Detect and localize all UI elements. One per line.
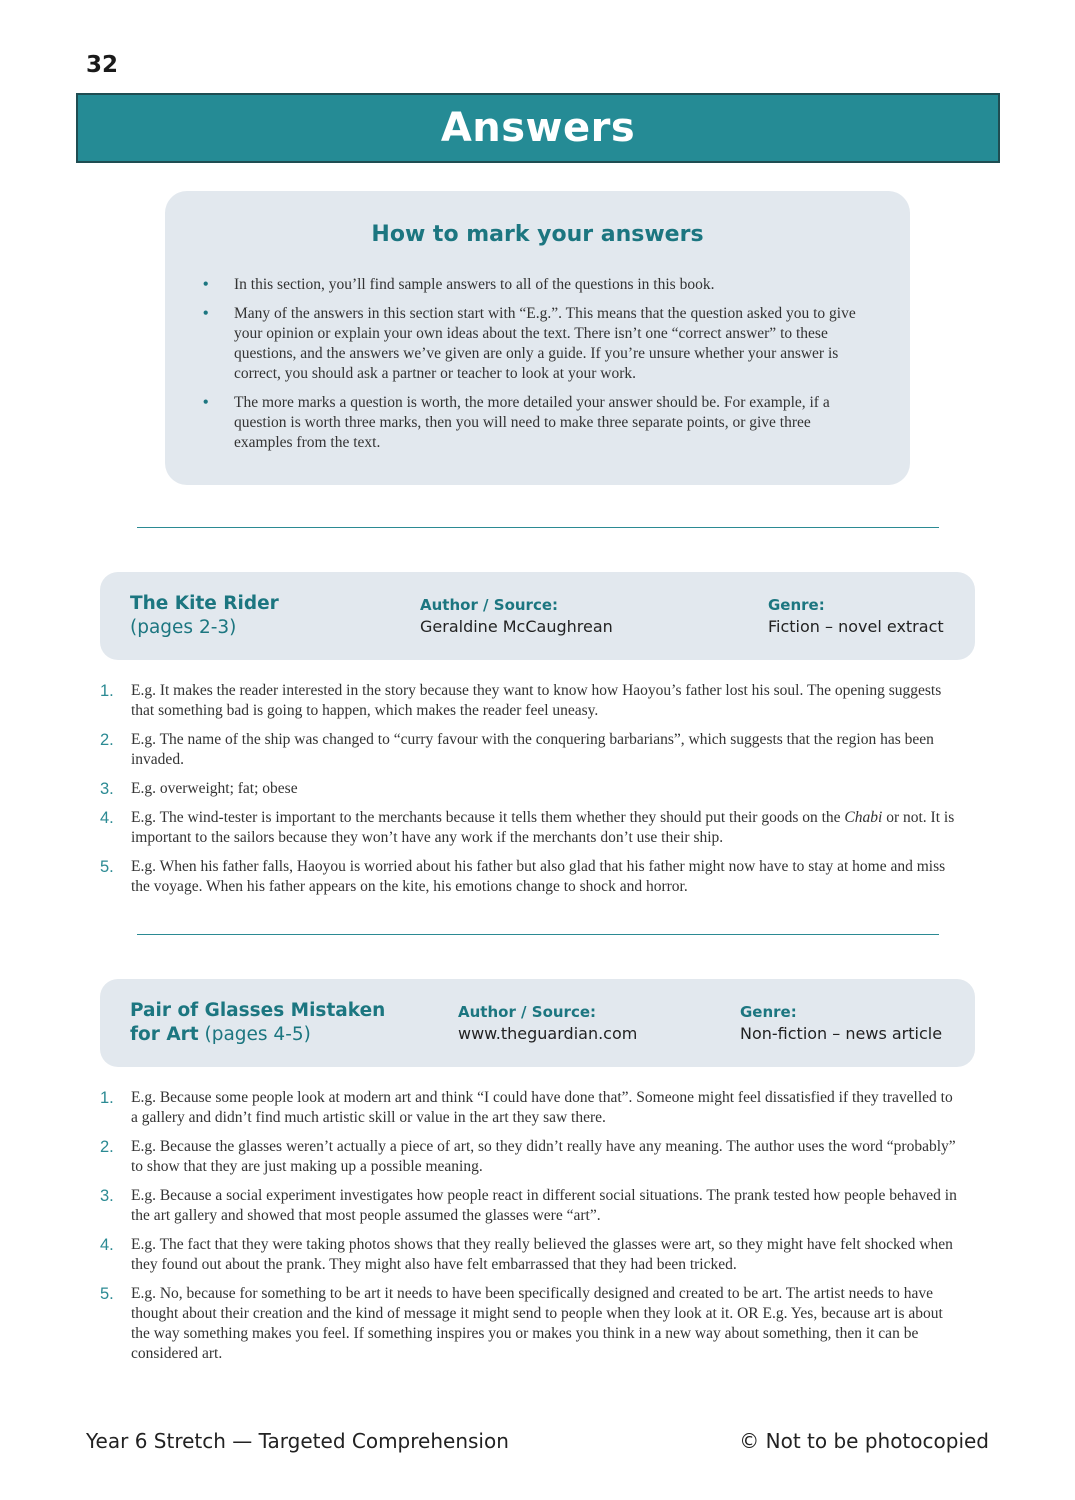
answer-item: 5. E.g. When his father falls, Haoyou is worried about his father but also glad that his father might now have to stay at home and miss the voyage. When his father appears on the kite, his emotions change to shock and horror. <box>100 858 946 895</box>
answer-item: 4. E.g. The fact that they were taking photos shows that they really believed the glasses were art, so they might have felt shocked when they found out about the prank. They might also have felt embarrassed that they had been tricked. <box>100 1236 953 1273</box>
story-title: The Kite Rider (pages 2-3) <box>130 593 279 638</box>
answer-item: 4. E.g. The wind-tester is important to the merchants because it tells them whether they should put their goods on the Chabi or not. It is important to the sailors because they won’t have any work if the merchants don’t use their ship. <box>100 809 955 846</box>
author-value: www.theguardian.com <box>458 1024 638 1043</box>
how-to-mark-heading: How to mark your answers <box>371 222 704 247</box>
answer-item: 2. E.g. Because the glasses weren’t actually a piece of art, so they didn’t really have any meaning. The author uses the word “probably” to show that they are just making up a possible meaning. <box>100 1138 956 1175</box>
answer-item: 5. E.g. No, because for something to be art it needs to have been specifically designed and created to be art. The artist needs to have thought about their creation and the kind of message it might send to people when they look at it. OR E.g. Yes, because art is about the way something makes you feel. If something inspires you or makes you think in a new way about something, then it can be considered art. <box>100 1285 943 1362</box>
answer-item: 1. E.g. It makes the reader interested in the story because they want to know how Haoyou’s father lost his soul. The opening suggests that something bad is going to happen, which makes the reader feel uneasy. <box>100 682 942 719</box>
answer-item: 1. E.g. Because some people look at modern art and think “I could have done that”. Someone might feel dissatisfied if they travelled to a gallery and didn’t find much artistic skill or value in the art they saw there. <box>100 1089 953 1126</box>
answer-item: 3. E.g. overweight; fat; obese <box>100 780 298 798</box>
divider <box>137 527 939 528</box>
page-number: 32 <box>86 52 119 78</box>
genre-label: Genre: <box>768 596 825 614</box>
genre-label: Genre: <box>740 1003 797 1021</box>
page-title: Answers <box>440 105 636 151</box>
list-item: • In this section, you’ll find sample answers to all of the questions in this book. <box>203 276 715 293</box>
footer-copyright: © Not to be photocopied <box>739 1429 989 1453</box>
answers-list-kite-rider <box>100 681 960 906</box>
list-item: • The more marks a question is worth, the more detailed your answer should be. For example, if a question is worth three marks, then you will need to make three separate points, or give three examples from the text. <box>203 394 830 451</box>
author-value: Geraldine McCaughrean <box>420 617 613 636</box>
bullet-icon: • <box>203 276 209 293</box>
answers-list-pair-of-glasses <box>100 1088 960 1373</box>
how-to-mark-list <box>203 275 873 462</box>
bullet-icon: • <box>203 305 209 322</box>
genre-value: Non-fiction – news article <box>740 1024 943 1043</box>
story-header-pair-of-glasses <box>100 979 975 1067</box>
list-item: • Many of the answers in this section start with “E.g.”. This means that the question asked you to give your opinion or explain your own ideas about the text. There isn’t one “correct answer” to these questions, and the answers we’ve given are only a guide. If you’re unsure whether your answer is correct, you should ask a partner or teacher to look at your work. <box>203 305 856 382</box>
author-label: Author / Source: <box>420 596 559 614</box>
author-label: Author / Source: <box>458 1003 597 1021</box>
answer-item: 3. E.g. Because a social experiment investigates how people react in different social situations. The prank tested how people behaved in the art gallery and showed that most people assumed the glasses were “art”. <box>100 1187 957 1224</box>
bullet-icon: • <box>203 394 209 411</box>
title-banner <box>76 93 1000 163</box>
answer-item: 2. E.g. The name of the ship was changed to “curry favour with the conquering barbarians”, which suggests that the region has been invaded. <box>100 731 934 768</box>
how-to-mark-box <box>165 191 910 485</box>
story-title: Pair of Glasses Mistaken for Art (pages 4-5) <box>130 1000 386 1045</box>
story-header-kite-rider <box>100 572 975 660</box>
footer-book-title: Year 6 Stretch — Targeted Comprehension <box>86 1429 509 1453</box>
genre-value: Fiction – novel extract <box>768 617 944 636</box>
divider <box>137 934 939 935</box>
